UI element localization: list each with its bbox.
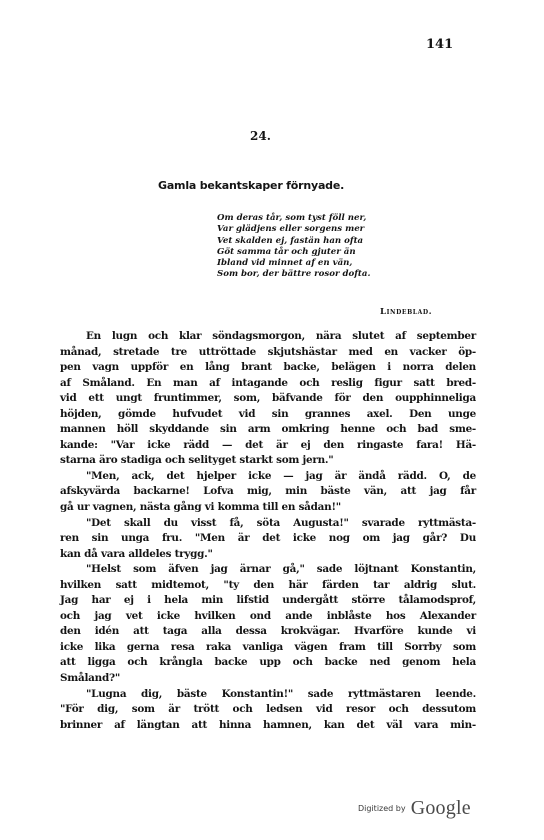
body-line: "Helst som äfven jag ärnar gå," sade löjtnant Konstantin,	[86, 563, 476, 576]
body-line: "Det skall du visst få, söta Augusta!" svarade ryttmästa-	[86, 516, 476, 529]
body-line: En lugn och klar söndagsmorgon, nära slutet af september	[86, 330, 476, 342]
chapter-number: 24.	[250, 129, 271, 143]
epigraph-line: Var glädjens eller sorgens mer	[217, 224, 365, 235]
body-line: hvilken satt midtemot, "ty den här färden tar aldrig slut.	[60, 578, 476, 591]
body-line: den idén att taga alla dessa krokvägar. Hvarföre kunde vi	[60, 625, 476, 638]
body-line: brinner af längtan att hinna hamnen, kan det väl vara min-	[60, 718, 476, 731]
body-line: kan då vara alldeles trygg."	[60, 547, 213, 560]
epigraph-line: Som bor, der bättre rosor dofta.	[217, 269, 371, 280]
digitized-by-watermark	[358, 797, 471, 820]
epigraph-line: Om deras tår, som tyst föll ner,	[217, 213, 367, 223]
body-line: "För dig, som är trött och ledsen vid resor och dessutom	[60, 703, 476, 716]
body-line: månad, stretade tre uttröttade skjutshästar med en vacker öp-	[60, 345, 476, 358]
digitized-by-label: Digitized by	[358, 804, 406, 813]
body-line: icke lika gerna resa raka vanliga vägen fram till Sorrby som	[60, 640, 476, 653]
body-line: gå ur vagnen, nästa gång vi komma till en sådan!"	[60, 501, 341, 514]
page-number: 141	[426, 37, 454, 52]
body-line: kande: "Var icke rädd — det är ej den ringaste fara! Hä-	[60, 438, 476, 451]
body-line: pen vagn uppför en lång brant backe, belägen i norra delen	[60, 361, 476, 374]
body-line: att ligga och krångla backe upp och backe ned genom hela	[60, 656, 476, 669]
epigraph-line: Ibland vid minnet af en vän,	[217, 258, 353, 269]
epigraph	[217, 213, 467, 281]
body-line: vid ett ungt fruntimmer, som, bäfvande för den oupphinneliga	[60, 392, 476, 405]
body-line: af Småland. En man af intagande och reslig figur satt bred-	[60, 376, 476, 389]
body-line: starna äro stadiga och selityget starkt som jern."	[60, 454, 334, 467]
body-line: "Lugna dig, bäste Konstantin!" sade ryttmästaren leende.	[86, 687, 476, 700]
body-line: och jag vet icke hvilken ond ande inblåste hos Alexander	[60, 609, 476, 622]
chapter-title: Gamla bekantskaper förnyade.	[158, 179, 345, 192]
body-line: höjden, gömde hufvudet vid sin grannes axel. Den unge	[60, 407, 476, 420]
body-line: afskyvärda backarne! Lofva mig, min bäste vän, att jag får	[60, 485, 476, 498]
epigraph-line: Göt samma tår och gjuter än	[217, 246, 356, 257]
epigraph-author: Lindeblad.	[380, 307, 433, 317]
body-line: "Men, ack, det hjelper icke — jag är ändå rädd. O, de	[86, 469, 476, 482]
body-line: Småland?"	[60, 672, 120, 685]
body-line: Jag har ej i hela min lifstid undergått större tålamodsprof,	[60, 594, 476, 607]
epigraph-line: Vet skalden ej, fastän han ofta	[217, 235, 364, 246]
body-line: mannen höll skyddande sin arm omkring henne och bad sme-	[60, 423, 476, 436]
body-text	[60, 329, 476, 733]
google-logo: Google	[410, 797, 471, 819]
body-line: ren sin unga fru. "Men är det icke nog om jag går? Du	[60, 532, 476, 545]
